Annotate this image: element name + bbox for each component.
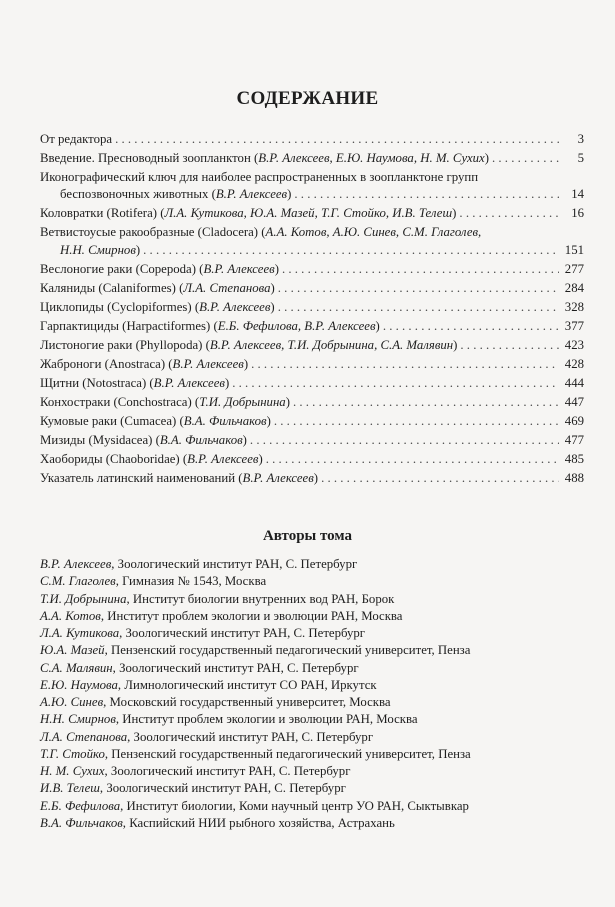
toc-entry-close: ) — [135, 242, 141, 257]
toc-entry-authors: Е.Б. Фефилова, В.Р. Алексеев — [217, 318, 376, 333]
author-row — [40, 556, 590, 573]
toc-entry-line — [40, 375, 584, 392]
toc-entry-title: Иконографический ключ для наиболее распространенных в зоопланктоне групп — [40, 170, 479, 184]
toc-page-number: 16 — [571, 206, 584, 221]
toc-entry-authors: В.Р. Алексеев — [199, 299, 271, 314]
toc-entry-title: Введение. Пресноводный зоопланктон ( — [40, 151, 259, 165]
toc-entry[interactable] — [40, 261, 584, 278]
toc-entry-line — [40, 242, 584, 259]
author-affiliation: , Институт проблем экологии и эволюции РАН, Москва — [115, 712, 418, 727]
toc-entry-text — [40, 261, 279, 278]
toc-entry-text — [40, 337, 457, 354]
author-row — [40, 780, 590, 797]
toc-entry-close: ) — [453, 337, 458, 352]
author-affiliation: , Пензенский государственный педагогический университет, Пенза — [104, 746, 471, 761]
toc-entry-line — [40, 169, 584, 186]
toc-page-number: 444 — [564, 375, 584, 390]
toc-entry-title: Коловратки (Rotifera) ( — [40, 206, 165, 221]
toc-entry-close: ) — [287, 187, 292, 202]
toc-entry-close: ) — [274, 261, 279, 276]
toc-leader-dots — [294, 186, 559, 203]
author-affiliation: , Зоологический институт РАН, С. Петербург — [99, 781, 346, 796]
toc-entry-title: Хаобориды (Chaoboridae) ( — [40, 451, 188, 466]
toc-entry-title: Веслоногие раки (Copepoda) ( — [40, 261, 204, 276]
toc-entry-text — [60, 242, 140, 259]
author-name: Л.А. Степанова — [40, 729, 128, 744]
toc-entry-text — [40, 394, 290, 411]
toc-entry-close: ) — [452, 206, 457, 221]
toc-entry-line — [40, 394, 584, 411]
author-row — [40, 729, 590, 746]
author-row — [40, 763, 590, 780]
toc-leader-dots — [278, 299, 559, 316]
toc-entry-authors: В.Р. Алексеев — [203, 261, 275, 276]
toc-entry-authors: Л.А. Степанова — [183, 280, 271, 295]
author-affiliation: , Каспийский НИИ рыбного хозяйства, Астрахань — [122, 815, 395, 830]
toc-entry-text — [40, 432, 247, 449]
toc-leader-dots — [460, 337, 559, 354]
author-affiliation: , Зоологический институт РАН, С. Петербург — [119, 626, 366, 640]
table-of-contents — [40, 131, 584, 489]
toc-entry[interactable] — [40, 280, 584, 297]
toc-leader-dots — [143, 242, 559, 259]
author-name: Е.Ю. Наумова — [40, 677, 118, 692]
author-affiliation: , Зоологический институт РАН, С. Петербург — [112, 660, 359, 675]
toc-page-number: 477 — [564, 432, 584, 447]
toc-entry-authors: В.Р. Алексеев — [172, 356, 244, 371]
toc-page-number: 485 — [564, 451, 584, 466]
author-row — [40, 608, 590, 625]
author-affiliation: , Зоологический институт РАН, С. Петербург — [104, 764, 351, 778]
toc-leader-dots — [293, 394, 559, 411]
author-affiliation: , Зоологический институт РАН, С. Петербург — [127, 729, 374, 744]
toc-page-number: 469 — [564, 413, 584, 428]
author-name: С.М. Глаголев — [40, 574, 116, 589]
toc-page-number: 428 — [564, 356, 584, 371]
toc-entry-title: Щитни (Notostraca) ( — [40, 375, 154, 390]
toc-entry-title: Жаброноги (Anostraca) ( — [40, 356, 173, 371]
toc-entry[interactable] — [40, 470, 584, 487]
author-row — [40, 746, 590, 763]
toc-entry[interactable] — [40, 432, 584, 449]
toc-entry-authors: А.А. Котов, А.Ю. Синев, С.М. Глаголев, — [265, 225, 482, 240]
toc-page-number: 488 — [564, 470, 584, 485]
toc-entry-close: ) — [242, 432, 247, 447]
toc-entry-title: От редактора — [40, 132, 113, 146]
toc-entry-line — [40, 337, 584, 354]
toc-entry-text — [40, 225, 481, 239]
toc-entry[interactable] — [40, 169, 584, 204]
toc-entry[interactable] — [40, 205, 584, 222]
toc-entry[interactable] — [40, 337, 584, 354]
toc-entry-title: беспозвоночных животных ( — [60, 187, 216, 202]
author-name: В.А. Фильчаков — [40, 815, 123, 830]
toc-leader-dots — [232, 375, 559, 392]
toc-entry-text — [40, 451, 263, 468]
toc-entry-line — [40, 299, 584, 316]
author-row — [40, 711, 590, 728]
toc-leader-dots — [282, 261, 559, 278]
toc-entry-text — [40, 375, 229, 392]
toc-entry[interactable] — [40, 131, 584, 148]
author-name: Л.А. Кутикова — [40, 626, 120, 640]
toc-entry[interactable] — [40, 356, 584, 373]
author-row — [40, 625, 590, 642]
toc-entry-line — [40, 451, 584, 468]
toc-entry-text — [40, 131, 112, 148]
author-affiliation: , Институт биологии внутренних вод РАН, Борок — [126, 591, 395, 606]
toc-entry-authors: В.Р. Алексеев — [215, 187, 288, 202]
toc-entry-close: ) — [375, 318, 380, 333]
toc-entry-authors: В.Р. Алексеев, Т.И. Добрынина, С.А. Малявин — [209, 337, 454, 352]
author-name: В.Р. Алексеев — [40, 557, 112, 571]
authors-title: Авторы тома — [262, 528, 353, 544]
toc-entry[interactable] — [40, 299, 584, 316]
author-row — [40, 660, 590, 677]
toc-leader-dots — [492, 150, 559, 167]
toc-entry[interactable] — [40, 413, 584, 430]
toc-entry-text — [40, 170, 478, 184]
toc-page-number: 151 — [564, 242, 584, 257]
toc-page-number: 14 — [571, 187, 584, 202]
toc-entry-text — [40, 318, 380, 335]
toc-leader-dots — [321, 470, 559, 487]
toc-entry-title: Каляниды (Calaniformes) ( — [40, 280, 184, 295]
author-row — [40, 677, 590, 694]
toc-entry-title: Циклопиды (Cyclopiformes) ( — [40, 299, 200, 314]
toc-entry[interactable] — [40, 375, 584, 392]
toc-entry-close: ) — [270, 280, 275, 295]
toc-leader-dots — [115, 131, 559, 148]
toc-entry-line — [40, 131, 584, 148]
author-name: Т.Г. Стойко — [40, 746, 105, 761]
toc-entry-line — [40, 318, 584, 335]
author-row — [40, 642, 590, 659]
toc-entry-text — [40, 470, 318, 487]
toc-entry-line — [40, 470, 584, 487]
toc-entry-authors: В.А. Фильчаков — [183, 413, 267, 428]
toc-page-number: 447 — [564, 394, 584, 409]
author-name: С.А. Малявин — [40, 660, 113, 675]
author-row — [40, 815, 590, 832]
author-affiliation: , Пензенский государственный педагогический университет, Пенза — [104, 643, 471, 658]
toc-leader-dots — [274, 413, 559, 430]
toc-entry-text — [60, 186, 291, 203]
toc-page-number: 377 — [564, 318, 584, 333]
toc-entry-title: Кумовые раки (Cumacea) ( — [40, 413, 184, 428]
toc-entry-title: Листоногие раки (Phyllopoda) ( — [40, 337, 210, 352]
toc-entry-title: Гарпактициды (Harpactiformes) ( — [40, 318, 218, 333]
author-name: И.В. Телеш — [40, 781, 100, 796]
author-row — [40, 591, 590, 608]
toc-entry[interactable] — [40, 224, 584, 259]
toc-entry-authors: В.А. Фильчаков — [159, 432, 243, 447]
author-row — [40, 694, 590, 711]
author-affiliation: , Институт проблем экологии и эволюции РАН, Москва — [100, 608, 403, 623]
toc-entry-authors: Н.Н. Смирнов — [60, 242, 136, 257]
author-name: Н.Н. Смирнов — [40, 712, 116, 727]
authors-list — [40, 556, 590, 832]
toc-page-number: 3 — [577, 132, 584, 146]
toc-entry-line — [40, 356, 584, 373]
toc-leader-dots — [250, 432, 559, 449]
author-name: А.А. Котов — [40, 608, 101, 623]
toc-title: СОДЕРЖАНИЕ — [236, 88, 379, 109]
toc-entry-text — [40, 150, 489, 167]
toc-entry-line — [40, 261, 584, 278]
toc-entry-title: Указатель латинский наименований ( — [40, 470, 243, 485]
author-affiliation: , Лимнологический институт СО РАН, Иркутск — [117, 677, 377, 692]
toc-entry-close: ) — [313, 470, 319, 485]
toc-entry-text — [40, 413, 271, 430]
toc-leader-dots — [278, 280, 559, 297]
toc-entry[interactable] — [40, 318, 584, 335]
author-affiliation: , Институт биологии, Коми научный центр УО РАН, Сыктывкар — [120, 798, 469, 813]
toc-entry-title: Мизиды (Mysidacea) ( — [40, 432, 160, 447]
toc-entry-title: Конхостраки (Conchostraca) ( — [40, 394, 200, 409]
toc-page-number: 423 — [564, 337, 584, 352]
toc-leader-dots — [459, 205, 559, 222]
author-name: Н. М. Сухих — [40, 764, 105, 778]
toc-entry-authors: В.Р. Алексеев, Е.Ю. Наумова, Н. М. Сухих — [258, 151, 485, 165]
toc-leader-dots — [266, 451, 559, 468]
toc-entry-close: ) — [266, 413, 271, 428]
toc-entry-authors: Т.И. Добрынина — [199, 394, 286, 409]
toc-page-number: 277 — [564, 261, 584, 276]
toc-entry-close: ) — [270, 299, 275, 314]
toc-entry-line — [40, 432, 584, 449]
author-row — [40, 798, 590, 815]
toc-page-number: 284 — [564, 280, 584, 295]
toc-entry-line — [40, 186, 584, 203]
toc-entry-text — [40, 299, 275, 316]
toc-entry-text — [40, 205, 456, 222]
toc-entry[interactable] — [40, 150, 584, 167]
toc-entry-line — [40, 150, 584, 167]
toc-entry-line — [40, 413, 584, 430]
toc-entry-authors: В.Р. Алексеев — [153, 375, 225, 390]
toc-leader-dots — [251, 356, 559, 373]
toc-entry-close: ) — [258, 451, 263, 466]
author-name: Т.И. Добрынина — [40, 591, 127, 606]
author-row — [40, 573, 590, 590]
author-name: Е.Б. Фефилова — [40, 798, 121, 813]
toc-entry-close: ) — [484, 151, 489, 165]
author-name: Ю.А. Мазей — [40, 643, 105, 658]
toc-entry-text — [40, 280, 275, 297]
toc-entry-line — [40, 205, 584, 222]
toc-entry-title: Ветвистоусые ракообразные (Cladocera) ( — [40, 225, 266, 240]
author-affiliation: , Московский государственный университет, Москва — [103, 695, 391, 709]
author-affiliation: , Зоологический институт РАН, С. Петербург — [111, 557, 358, 571]
toc-entry-text — [40, 356, 248, 373]
toc-entry[interactable] — [40, 394, 584, 411]
toc-page-number: 328 — [564, 299, 584, 314]
toc-page-number: 5 — [577, 151, 584, 165]
toc-entry-line — [40, 224, 584, 241]
author-name: А.Ю. Синев — [40, 695, 104, 709]
toc-entry-authors: В.Р. Алексеев — [242, 470, 314, 485]
toc-entry-close: ) — [224, 375, 230, 390]
toc-entry[interactable] — [40, 451, 584, 468]
toc-entry-close: ) — [285, 394, 290, 409]
toc-entry-close: ) — [243, 356, 249, 371]
toc-entry-authors: В.Р. Алексеев — [187, 451, 259, 466]
toc-entry-line — [40, 280, 584, 297]
author-affiliation: , Гимназия № 1543, Москва — [115, 574, 267, 589]
toc-entry-authors: Л.А. Кутикова, Ю.А. Мазей, Т.Г. Стойко, И.В. Телеш — [164, 206, 453, 221]
toc-leader-dots — [383, 318, 559, 335]
